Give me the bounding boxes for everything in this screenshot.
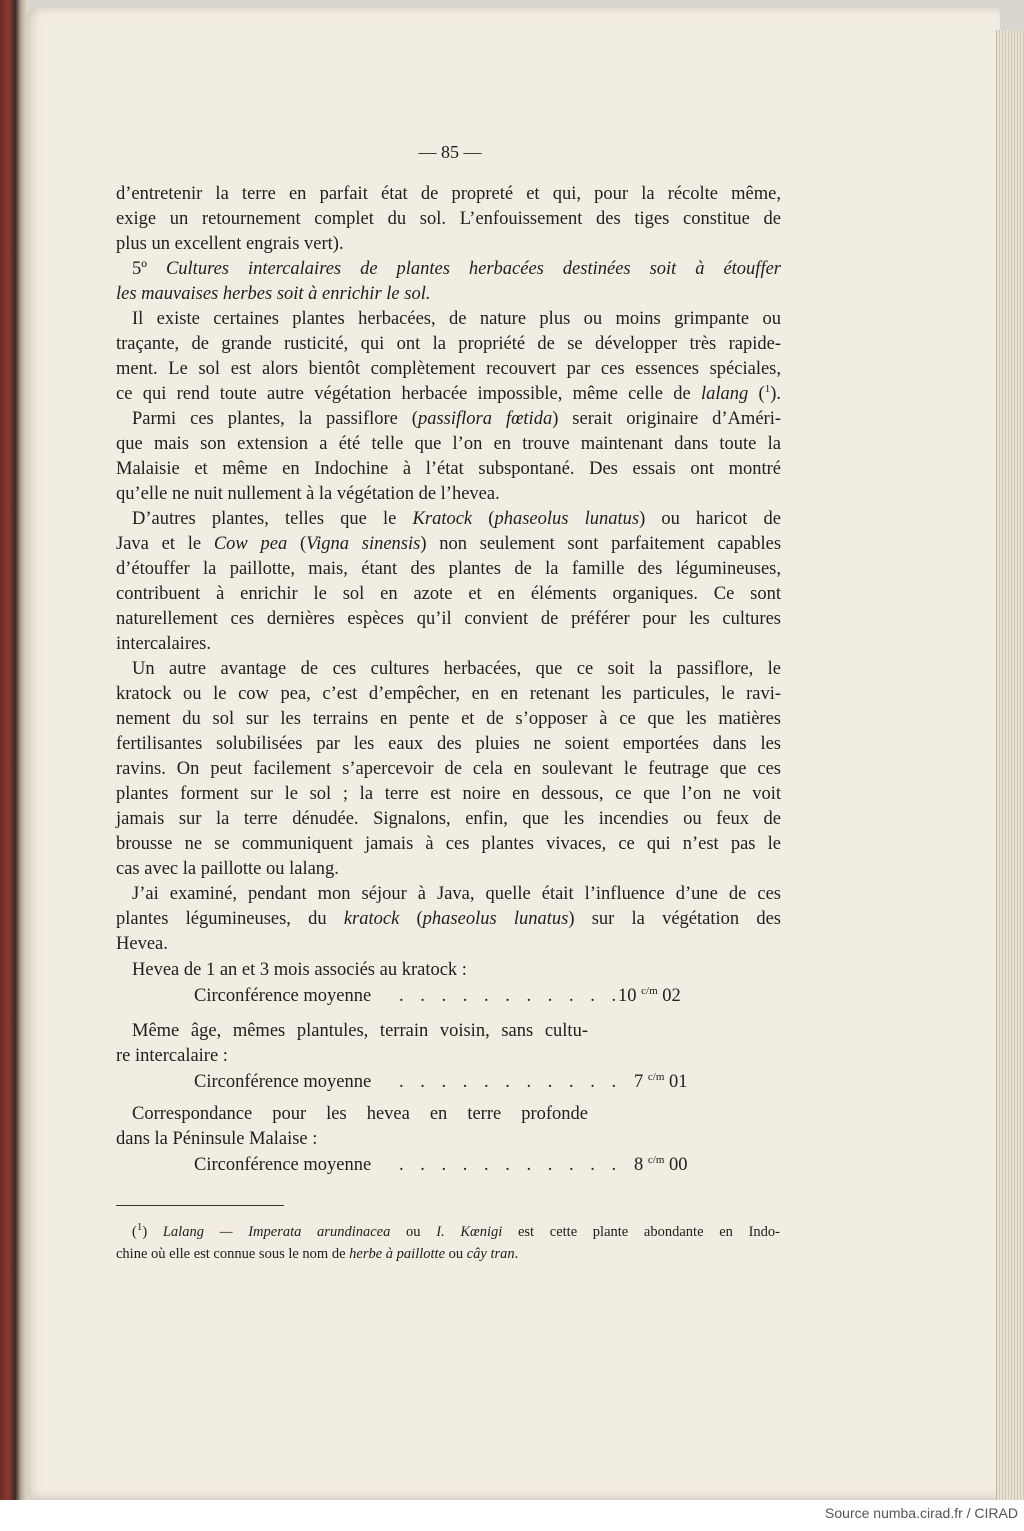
leader-dots: . . . . . . . . . . . (399, 1155, 623, 1175)
text-line: plus un excellent engrais vert). (116, 234, 344, 254)
text-line: plantes forment sur le sol ; la terre est noire en dessous, ce que l’on ne voit (116, 784, 781, 804)
text-line: exige un retournement complet du sol. L’enfouissement des tiges constitue de (116, 209, 781, 229)
body-text (116, 182, 781, 957)
leader-dots: . . . . . . . . . . . (399, 986, 623, 1006)
page-stack-edges (996, 30, 1024, 1500)
measurement-row (194, 1072, 714, 1097)
text-line: jamais sur la terre dénudée. Signalons, enfin, que les incendies ou feux de (116, 809, 781, 829)
text-line: Un autre avantage de ces cultures herbacées, que ce soit la passiflore, le (132, 659, 781, 679)
text-line: Correspondance pour les hevea en terre profonde (132, 1104, 588, 1124)
text-line: Hevea de 1 an et 3 mois associés au kratock : (132, 960, 467, 980)
text-line: ravins. On peut facilement s’apercevoir de cela en soulevant le feutrage que ces (116, 759, 781, 779)
text-line: Il existe certaines plantes herbacées, de nature plus ou moins grimpante ou (132, 309, 781, 329)
measurement-row (194, 986, 714, 1011)
measurement-value: 8 $^{c/m}$ 00 (634, 1153, 688, 1175)
text-line: d’entretenir la terre en parfait état de propreté et qui, pour la récolte même, (116, 184, 781, 204)
section-heading-cont: les mauvaises herbes soit à enrichir le sol. (116, 284, 431, 304)
text-line: Malaisie et même en Indochine à l’état subspontané. Des essais ont montré (116, 459, 781, 479)
section-heading: 5º Cultures intercalaires de plantes herbacées destinées soit à étouffer (132, 259, 781, 279)
text-line: contribuent à enrichir le sol en azote et en éléments organiques. Ce sont (116, 584, 781, 604)
text-line: D’autres plantes, telles que le Kratock (phaseolus lunatus) ou haricot de (132, 509, 781, 529)
text-line: brousse ne se communiquent jamais à ces plantes vivaces, ce qui n’est pas le (116, 834, 781, 854)
measurement-heading (116, 1102, 588, 1152)
footnote (116, 1221, 780, 1265)
text-line: Java et le Cow pea (Vigna sinensis) non seulement sont parfaitement capables (116, 534, 782, 554)
text-line: nement du sol sur les terrains en pente et de s’opposer à ce que les matières (116, 709, 781, 729)
text-line: J’ai examiné, pendant mon séjour à Java, quelle était l’influence d’une de ces (132, 884, 781, 904)
footnote-line: ($^1$) Lalang — Imperata arundinacea ou I. Kœnigi est cette plante abondante en Indo- (132, 1221, 780, 1240)
text-line: dans la Péninsule Malaise : (116, 1129, 318, 1149)
text-line: ce qui rend toute autre végétation herbacée impossible, même celle de lalang ($^1$). (116, 382, 781, 404)
source-credit: Source numba.cirad.fr / CIRAD (825, 1505, 1018, 1521)
measurement-label: Circonférence moyenne (194, 1155, 372, 1175)
measurement-heading (116, 1019, 588, 1069)
footnote-line: chine où elle est connue sous le nom de herbe à paillotte ou cây tran. (116, 1246, 519, 1262)
text-line: re intercalaire : (116, 1046, 228, 1066)
text-line: Hevea. (116, 934, 168, 954)
measurement-label: Circonférence moyenne (194, 986, 372, 1006)
text-line: qu’elle ne nuit nullement à la végétation de l’hevea. (116, 484, 500, 504)
text-line: d’étouffer la paillotte, mais, étant des plantes de la famille des légumineuses, (116, 559, 781, 579)
text-line: traçante, de grande rusticité, qui ont la propriété de se développer très rapide- (116, 334, 781, 354)
text-line: intercalaires. (116, 634, 212, 654)
text-line: plantes légumineuses, du kratock (phaseolus lunatus) sur la végétation des (116, 909, 781, 929)
text-line: que mais son extension a été telle que l’on en trouve maintenant dans toute la (116, 434, 781, 454)
text-line: naturellement ces dernières espèces qu’il convient de préférer pour les cultures (116, 609, 781, 629)
measurement-heading (132, 958, 612, 983)
text-line: kratock ou le cow pea, c’est d’empêcher, en en retenant les particules, le ravi- (116, 684, 781, 704)
measurement-value: 10 $^{c/m}$ 02 (618, 984, 681, 1006)
text-line: Même âge, mêmes plantules, terrain voisin, sans cultu- (132, 1021, 588, 1041)
measurement-row (194, 1155, 714, 1180)
measurement-label: Circonférence moyenne (194, 1072, 372, 1092)
book-binding-edge (0, 0, 28, 1500)
text-line: ment. Le sol est alors bientôt complètement recouvert par ces essences spéciales, (116, 359, 781, 379)
text-line: Parmi ces plantes, la passiflore (passiflora fœtida) serait originaire d’Améri- (132, 409, 781, 429)
text-line: fertilisantes solubilisées par les eaux des pluies ne soient emportées dans les (116, 734, 781, 754)
footnote-rule (116, 1205, 284, 1206)
measurement-value: 7 $^{c/m}$ 01 (634, 1070, 688, 1092)
page-number: — 85 — (418, 142, 482, 162)
text-line: cas avec la paillotte ou lalang. (116, 859, 339, 879)
leader-dots: . . . . . . . . . . . (399, 1072, 623, 1092)
